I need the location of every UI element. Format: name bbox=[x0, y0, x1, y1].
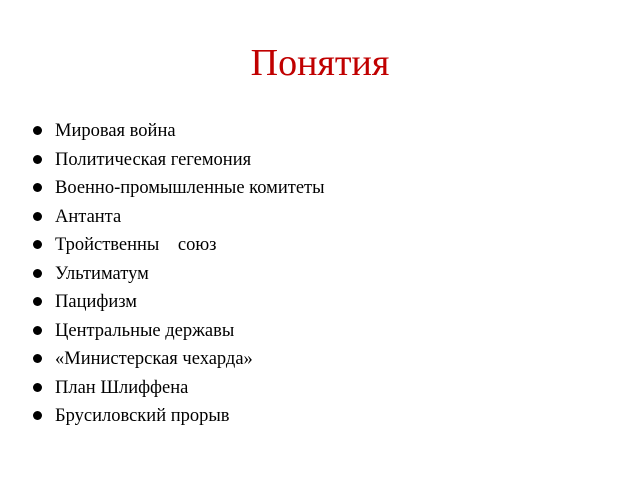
list-item-label: Антанта bbox=[55, 206, 122, 227]
list-item-label: Военно-промышленные комитеты bbox=[55, 178, 325, 198]
list-item-label: Ультиматум bbox=[55, 263, 149, 284]
list-item bbox=[32, 374, 189, 403]
list-item bbox=[32, 117, 176, 146]
list-item bbox=[32, 146, 252, 175]
list-item-label: План Шлиффена bbox=[55, 377, 189, 398]
bullet-icon bbox=[33, 240, 42, 249]
bullet-icon bbox=[33, 383, 42, 392]
list-item bbox=[32, 345, 253, 374]
list-item bbox=[32, 260, 149, 289]
bullet-icon bbox=[33, 326, 42, 335]
list-item-label: Мировая война bbox=[55, 121, 176, 141]
list-item-label: Центральные державы bbox=[55, 320, 235, 341]
bullet-icon bbox=[33, 126, 42, 135]
list-item bbox=[32, 174, 325, 203]
concept-list bbox=[32, 117, 325, 431]
list-item-label: Тройственны союз bbox=[55, 235, 217, 255]
list-item-label: «Министерская чехарда» bbox=[55, 349, 253, 369]
list-item bbox=[32, 402, 230, 431]
list-item-label: Политическая гегемония bbox=[55, 149, 252, 170]
list-item bbox=[32, 231, 217, 260]
list-item bbox=[32, 203, 122, 232]
bullet-icon bbox=[33, 183, 42, 192]
list-item-label: Пацифизм bbox=[55, 292, 138, 312]
bullet-icon bbox=[33, 411, 42, 420]
bullet-icon bbox=[33, 354, 42, 363]
bullet-icon bbox=[33, 297, 42, 306]
list-item bbox=[32, 288, 138, 317]
slide-title: Понятия bbox=[250, 42, 390, 84]
list-item bbox=[32, 317, 235, 346]
bullet-icon bbox=[33, 155, 42, 164]
bullet-icon bbox=[33, 269, 42, 278]
bullet-icon bbox=[33, 212, 42, 221]
list-item-label: Брусиловский прорыв bbox=[55, 406, 230, 426]
